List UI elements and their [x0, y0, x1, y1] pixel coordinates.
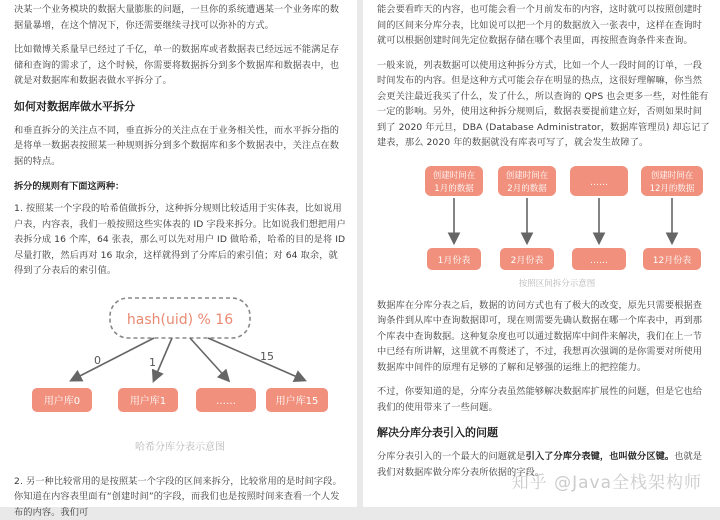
- db-box-label: 用户库0: [44, 394, 80, 407]
- svg-text:创建时间在: 创建时间在: [433, 170, 476, 181]
- edge-label: 15: [260, 350, 274, 363]
- paragraph: 和垂直拆分的关注点不同，垂直拆分的关注点在于业务相关性，而水平拆分指的是将单一数据表按照某一种规则拆分到多个数据库和多个数据表中，关注点在数据的特点。: [14, 123, 347, 170]
- edge-label: 1: [149, 356, 156, 369]
- range-sharding-diagram: [377, 160, 710, 292]
- paragraph: 2. 另一种比较常用的是按照某一个字段的区间来拆分，比较常用的是时间字段。你知道在内容表里面有“创建时间”的字段，而我们也是按照时间来查看一个人发布的内容。我们可: [14, 474, 347, 520]
- month-table-label: 1月份表: [438, 254, 471, 266]
- svg-text:12月的数据: 12月的数据: [650, 183, 695, 194]
- time-range-boxes: [425, 166, 703, 196]
- figure-caption: 哈希分库分表示意图: [135, 440, 225, 453]
- paragraph: 比如微博关系量早已经过了千亿，单一的数据库或者数据表已经远远不能满足存储和查询的需求了，这个时候，你需要将数据拆分到多个数据库和数据表中，也就是对数据库和数据表做水平拆分了。: [14, 42, 347, 89]
- left-page: [0, 0, 357, 507]
- right-page: [363, 0, 720, 507]
- month-table-label: 2月份表: [511, 254, 544, 266]
- paragraph: 决某一个业务模块的数据大量膨胀的问题，一旦你的系统遭遇某一个业务库的数据量暴增，在这个情况下，你还需要继续寻找可以弥补的方式。: [14, 2, 347, 33]
- month-table-label: ……: [590, 256, 608, 266]
- section-heading: 解决分库分表引入的问题: [377, 424, 710, 440]
- hash-sharding-diagram: [14, 288, 347, 468]
- db-box-label: 用户库1: [130, 394, 166, 407]
- paragraph-text: 分库分表引入的一个最大的问题就是: [377, 451, 526, 462]
- paragraph: 数据库在分库分表之后，数据的访问方式也有了极大的改变，原先只需要根据查询条件到从库中查询数据即可，现在则需要先确认数据在哪一个库表中，再到那个库表中查询数据。这种复杂度也可以通过数据库中间件来解决，我们在上一节中已经有所讲解，这里就不再赘述了，不过，我想再次强调的是你需要对所使用数据库中间件的原理有足够的了解和足够强的运维上的把控能力。: [377, 298, 710, 376]
- paragraph: 不过，你要知道的是，分库分表虽然能够解决数据库扩展性的问题，但是它也给我们的使用带来了一些问题。: [377, 384, 710, 415]
- subheading: 拆分的规则有下面这两种：: [14, 178, 347, 192]
- paragraph: 能会要看昨天的内容，也可能会看一个月前发布的内容，这时就可以按照创建时间的区间来分库分表，比如说可以把一个月的数据放入一张表中，这样在查询时就可以根据创建时间先定位数据存储在哪个表里面，再按照查询条件来查询。: [377, 2, 710, 49]
- arrow: [72, 338, 154, 380]
- figure-caption: 按照区间拆分示意图: [519, 278, 596, 289]
- hash-function-label: hash(uid) % 16: [127, 312, 233, 328]
- edge-label: 0: [94, 354, 101, 367]
- watermark: 知乎 @Java全栈架构师: [512, 468, 702, 493]
- section-heading: 如何对数据库做水平拆分: [14, 98, 347, 114]
- db-box-label: ……: [216, 396, 236, 407]
- arrow: [154, 338, 172, 380]
- paragraph: 一般来说，列表数据可以使用这种拆分方式，比如一个人一段时间的订单，一段时间发布的内容。但是这种方式可能会存在明显的热点，这很好理解嘛，你当然会更关注最近我买了什么，发了什么，所以查询的 QPS 也会更多一些，对性能有一定的影响。另外，使用这种拆分规则后，数据表要提前建立好，否则如果时间到了 2020 年元旦，DBA (Database Administrator，数据库管理员) 却忘记了建表，那么 2020 年的数据就没有库表可写了，就会发生故障了。: [377, 58, 710, 151]
- svg-text:1月的数据: 1月的数据: [434, 183, 474, 194]
- svg-text:2月的数据: 2月的数据: [507, 183, 547, 194]
- month-table-label: 12月份表: [653, 254, 691, 266]
- paragraph: 1. 按照某一个字段的哈希值做拆分，这种拆分规则比较适用于实体表，比如说用户表，内容表，我们一般按照这些实体表的 ID 字段来拆分。比如说我们想把用户表拆分成 16 个库，64 张表，那么可以先对用户 ID 做哈希，哈希的目的是将 ID 尽量打散，然后再对 16 取余，这样就得到了分库后的索引值；对 64 取余，就得到了分表后的索引值。: [14, 201, 347, 279]
- paragraph-text: 也就是我们对数据库做分库分表所依据的字段。: [377, 451, 702, 478]
- bold-text: 引入了分库分表键，也叫做分区键。: [526, 451, 675, 462]
- svg-text:……: ……: [590, 178, 608, 188]
- svg-text:创建时间在: 创建时间在: [651, 170, 694, 181]
- svg-text:创建时间在: 创建时间在: [506, 170, 549, 181]
- db-box-label: 用户库15: [276, 394, 319, 407]
